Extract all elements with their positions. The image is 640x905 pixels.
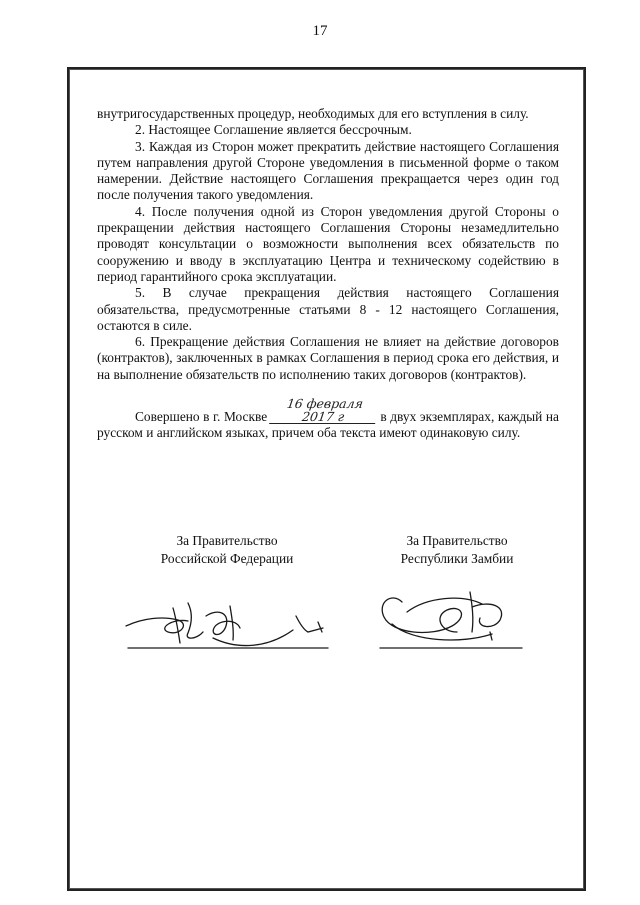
paragraph-4: 4. После получения одной из Сторон уведомления другой Стороны о прекращении действия настоящего Соглашения Стороны незамедлительно проводят консультации о возможности выполнения всех обязательств по сооружению и вводу в эксплуатацию Центра и техническому содействию в период гарантийного срока эксплуатации. (97, 203, 559, 284)
signature-label-line1: За Правительство (406, 533, 508, 548)
signature-block-zambia (357, 532, 557, 568)
closing-before: Совершено в г. Москве (135, 409, 268, 425)
paragraph-2: 2. Настоящее Соглашение является бессрочным. (135, 122, 412, 138)
paragraph-5: 5. В случае прекращения действия настоящего Соглашения обязательства, предусмотренные статьями 8 - 12 настоящего Соглашения, остаются в силе. (97, 285, 559, 333)
paragraph-6: 6. Прекращение действия Соглашения не влияет на действие договоров (контрактов), заключенных в рамках Соглашения в период срока его действия, и на выполнение обязательств по исполнению таких договоров (контрактов). (97, 334, 559, 382)
document-body (97, 106, 559, 442)
signature-zambia (372, 582, 532, 657)
signature-label-line2: Российской Федерации (160, 551, 294, 566)
closing-after: в двух экземплярах, каждый на русском и английском языках, причем оба текста имеют одинаковую силу. (97, 409, 559, 441)
signature-label-line2: Республики Замбии (400, 551, 514, 566)
signature-block-russia (127, 532, 327, 568)
page-number: 17 (312, 23, 328, 39)
closing-paragraph (97, 397, 559, 442)
paragraph-continuation: внутригосударственных процедур, необходимых для его вступления в силу. (97, 106, 529, 121)
signature-label-line1: За Правительство (176, 533, 278, 548)
handwritten-date: 16 февраля 2017 г (269, 397, 379, 424)
signature-russia (118, 588, 343, 658)
paragraph-3: 3. Каждая из Сторон может прекратить действие настоящего Соглашения путем направления другой Стороне уведомления в письменной форме о таком намерении. Действие настоящего Соглашения прекращается через один год после получения такого уведомления. (97, 138, 559, 203)
